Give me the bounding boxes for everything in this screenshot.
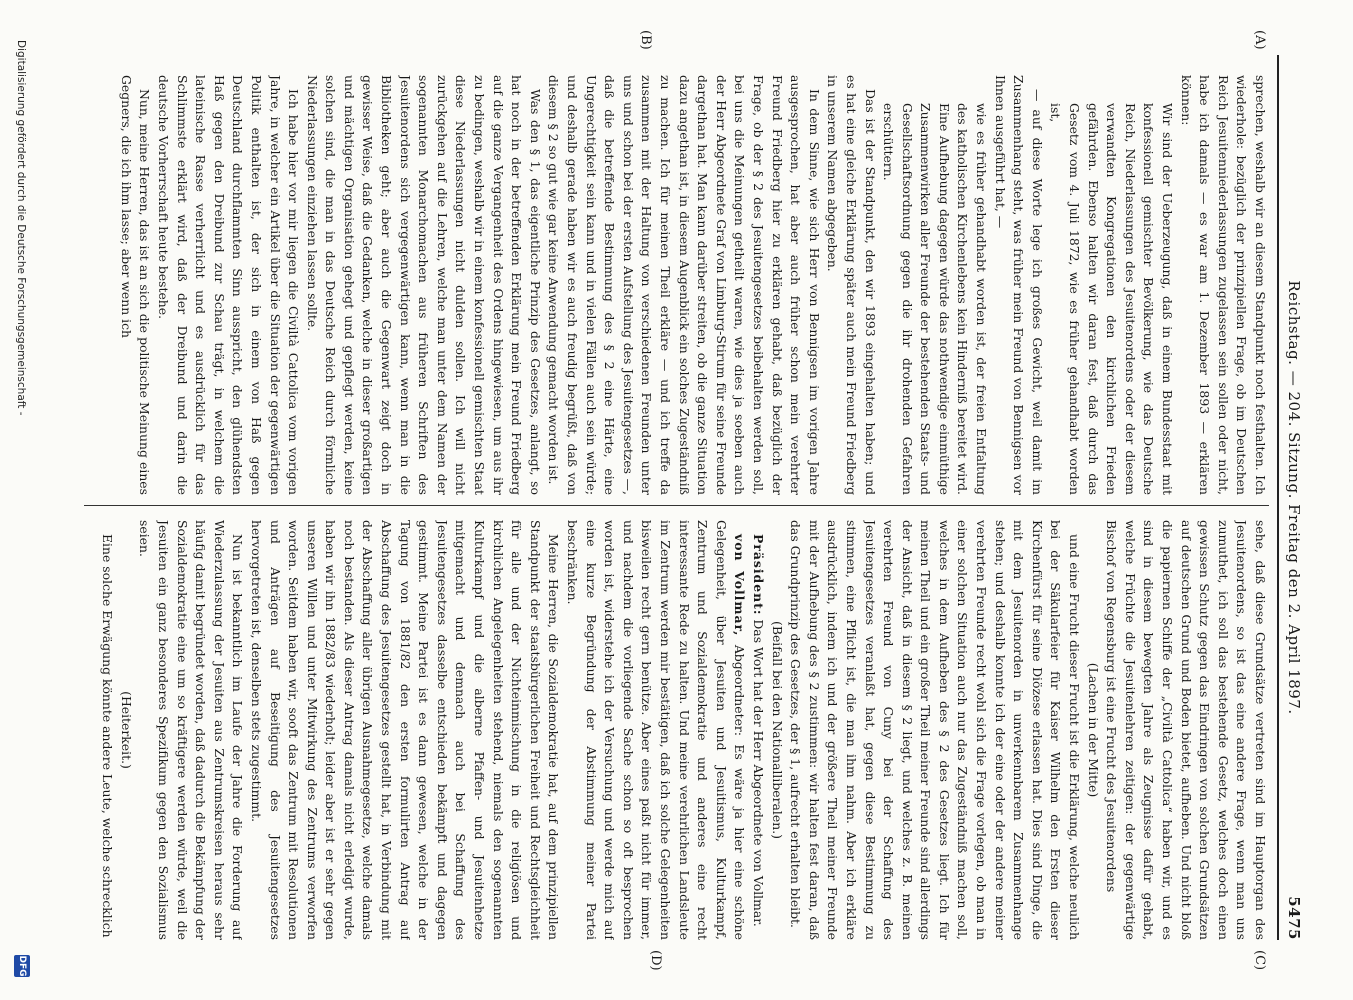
margin-mark-d: (D) <box>648 950 663 971</box>
paragraph: — auf diese Worte lege ich großes Gewicht, weil damit im Zusammenhang steht, was früher mein Freund von Bennigsen vor Ihnen ausgeführt hat, — <box>992 75 1045 495</box>
paragraph: Meine Herren, die Sozialdemokratie hat, auf dem prinzipiellen Standpunkt der staatsbürgerlichen Freiheit und Rechtsgleichheit für alle und der Nichteinmischung in die religiösen und kirchlichen Angelegenheiten stehend, niemals den sogenannten Kulturkampf und die alberne Pfaffen- und Jesuitenhetze mitgemacht und demnach auch bei Schaffung des Jesuitengesetzes dasselbe entschieden bekämpft und dagegen gestimmt. Meine Partei ist es dann gewesen, welche in der Tagung von 1881/82 den ersten formulirten Antrag auf Abschaffung des Jesuitengesetzes gestellt hat, in Verbindung mit der Abschaffung aller übrigen Ausnahmegesetze, welche damals noch bestanden. Als dieser Antrag damals nicht erledigt wurde, haben wir ihn 1882/83 wiederholt; leider aber ist er sehr gegen unseren Willen und unter Mitwirkung des Zentrums verworfen worden. Seitdem haben wir, sooft das Zentrum mit Resolutionen und Anträgen auf Beseitigung des Jesuitengesetzes hervorgetreten ist, denselben stets zugestimmt. <box>248 520 562 940</box>
paragraph: und eine Frucht dieser Frucht ist die Erklärung, welche neulich bei der Säkularfeier für Kaiser Wilhelm den Ersten dieser Kirchenfürst für seine Diözese erlassen hat. Dies sind Dinge, die mit dem Jesuitenorden in unverkennbarem Zusammenhange stehen; und deshalb konnte ich der eine oder der andere meiner verehrten Freunde recht wohl sich die Frage vorlegen, ob man in einer solchen Situation auch nur das Zugeständniß machen soll, welches in dem Aufheben des § 2 des Gesetzes liegt. Ich für meinen Theil und ein großer Theil meiner Freunde sind allerdings der Ansicht, daß in diesem § 2 liegt, und welches z. B. meinen verehrten Freund von Cuny bei der Schaffung des Jesuitengesetzes veranlaßt hat, gegen diese Bestimmung zu stimmen, eine Pflicht ist, die man ihm nahm. Aber ich erkläre ausdrücklich, indem ich und der größere Theil meiner Freunde mit der Aufhebung des § 2 zustimmen: wir halten fest daran, daß das Grundprinzip des Gesetzes, der § 1, aufrecht erhalten bleibt. <box>788 520 1083 940</box>
paragraph: In dem Sinne, wie sich Herr von Bennigsen im vorigen Jahre ausgesprochen, hat aber auch früher schon mein verehrter Freund Friedberg hier zu erklären gehabt, daß bezüglich der Frage, ob der § 2 des Jesuitengesetzes beibehalten werden soll, bei uns die Meinungen getheilt waren, wie dies ja soeben auch der Herr Abgeordnete Graf von Limburg-Stirum für seine Freunde dargethan hat. Man kann darüber streiten, ob die ganze Situation dazu angethan ist, in diesem Augenblick ein solches Zugeständniß zu machen. Ich für meinen Theil erkläre — und ich treffe da zusammen mit der Haltung von verschiedenen Freunden unter uns und schon bei der ersten Aufstellung des Jesuitengesetzes —, daß die betreffende Bestimmung des § 2 eine Härte, eine Ungerechtigkeit sein kann und in vielen Fällen auch sein würde; und deshalb gerade haben wir es auch freudig begrüßt, daß von diesem § 2 so gut wie gar keine Anwendung gemacht worden ist. <box>546 75 822 495</box>
paragraph <box>748 520 767 940</box>
column-divider <box>84 505 1269 506</box>
margin-mark-b: (B) <box>638 30 653 50</box>
digitization-credit: Digitalisierung gefördert durch die Deutsche Forschungsgemeinschaft - <box>15 40 27 416</box>
paragraph: sprechen, weshalb wir an diesem Standpunkt noch festhalten. Ich wiederhole: bezüglich der prinzipiellen Frage, ob im Deutschen Reich Jesuitenniederlassungen zugelassen sein sollen oder nicht, habe ich damals — es war am 1. Dezember 1893 — erklären können: <box>1178 75 1268 495</box>
quoted-declaration: Wir sind der Ueberzeugung, daß in einem Bundesstaat mit konfessionell gemischter Bevölkerung, wie das Deutsche Reich, Niederlassungen des Jesuitenordens oder der diesem verwandten Kongregationen den kirchlichen Frieden gefährden. Ebenso halten wir daran fest, daß durch das Gesetz vom 4. Juli 1872, wie es früher gehandhabt worden ist, <box>1048 103 1176 495</box>
speech-text: Abgeordneter: Es wäre ja hier eine schöne Gelegenheit, über Jesuiten und Jesuitismus, Kulturkampf, Zentrum und Sozialdemokratie und anderes eine recht interessante Rede zu halten. Und meine verehrlichen Landsleute im Zentrum werden mir bestätigen, daß ich solche Gelegenheiten bisweilen recht gern benütze. Aber eines paßt nicht für immer, und nachdem die vorliegende Sache schon so oft besprochen worden ist, widerstehe ich der Versuchung und werde mich auf eine kurze Begründung der Abstimmung meiner Partei beschränken. <box>565 520 748 940</box>
speaker-name: von Vollmar, <box>732 534 748 637</box>
interjection: (Heiterkeit.) <box>118 691 134 769</box>
margin-mark-c: (C) <box>1252 950 1267 971</box>
paragraph: Ich habe hier vor mir liegen die Civiltà Cattolica vom vorigen Jahre, in welcher ein Artikel über die Situation der gegenwärtigen Politik enthalten ist, der sich in einem von Haß gegen Deutschland durchflammten Sinn ausspricht, den glühendsten Haß gegen den Dreibund zur Schau trägt, in welchem die lateinische Rasse verherrlicht und es ausdrücklich für das Schlimmste erklärt wird, daß der Dreibund und darin die deutsche Vorherrschaft heute bestehe. <box>155 75 302 495</box>
dfg-logo: DFG <box>14 955 30 977</box>
paragraph: Was den § 1, das eigentliche Prinzip des Gesetzes, anlangt, so hat noch in der betreffenden Erklärung mein Freund Friedberg auf die ganze Vergangenheit des Ordens hingewiesen, um aus ihr zu bedingen, weshalb wir in einem konfessionell gemischten Staat diese Niederlassungen nicht dulden sollen. Ich will nicht zurückgehen auf die Lehren, welche man unter dem Namen der sogenannten Monarchomachen aus früheren Schriften des Jesuitenordens sich vergegenwärtigen kann, wenn man in die Bibliotheken geht; aber auch die Gegenwart zeigt doch in gewisser Weise, daß die Gedanken, welche in dieser großartigen und mächtigen Organisation gehegt und gepflegt werden, keine solchen sind, die man in das Deutsche Reich durch förmliche Niederlassungen einziehen lassen sollte. <box>304 75 543 495</box>
paragraph: sehe, daß diese Grundsätze vertreten sind im Hauptorgan des Jesuitenordens, so ist das eine andere Frage, wenn man uns zumuthet, ich soll das bestehende Gesetz, welches doch einen gewissen Schutz gegen das Eindringen von solchen Grundsätzen auf deutschen Grund und Boden bietet, aufheben. Und nicht bloß die papiernen Schiffe der „Civiltà Cattolica“ haben wir, und es sind in diesem bewegten Jahre als Zeugnisse dafür gehabt, welche Früchte die Jesuitenlehren zeitigen: der gegenwärtige Bischof von Regensburg ist eine Frucht des Jesuitenordens <box>1104 520 1268 940</box>
paragraph: Eine solche Erwägung könnte andere Leute, welche schrecklich <box>100 534 116 938</box>
interjection: (Beifall bei den Nationalliberalen.) <box>769 621 785 839</box>
quoted-declaration: wie es früher gehandhabt worden ist, der freien Entfaltung des katholischen Kirchenlebens kein Hinderniß bereitet wird. Eine Aufhebung dagegen würde das nothwendige einmüthige Zusammenwirken aller Freunde der bestehenden Staats- und Gesellschaftsordnung gegen die ihr drohenden Gefahren erschüttern. <box>881 103 990 495</box>
speech-text: Das Wort hat der Herr Abgeordnete von Vollmar. <box>750 619 766 927</box>
paragraph: Das ist der Standpunkt, den wir 1893 eingehalten haben; und es hat eine gleiche Erklärung später auch mein Freund Friedberg in unserem Namen abgegeben. <box>825 75 878 495</box>
speaker-name: Präsident: <box>750 534 766 616</box>
header-title: Reichstag. — 204. Sitzung. Freitag den 2. April 1897. <box>1285 280 1303 715</box>
page-number: 5475 <box>1285 896 1303 940</box>
right-text-column <box>84 520 1269 940</box>
interjection: (Lachen in der Mitte) <box>1085 662 1101 798</box>
page-header <box>1277 55 1305 940</box>
margin-mark-a: (A) <box>1252 30 1267 50</box>
paragraph: Nun ist bekanntlich im Laufe der Jahre die Forderung auf Wiederzulassung der Jesuiten aus Zentrumskreisen heraus sehr häufig damit begründet worden, daß dadurch die Bekämpfung der Sozialdemokratie eine um so kräftigere werden würde, weil die Jesuiten ein ganz besonderes Spezifikum gegen den Sozialismus seien. <box>137 520 246 940</box>
left-text-column <box>84 75 1269 495</box>
paragraph <box>562 520 748 940</box>
paragraph: Nun, meine Herren, das ist an sich die politische Meinung eines Gegners, die ich ihm lasse; aber wenn ich <box>118 75 153 495</box>
